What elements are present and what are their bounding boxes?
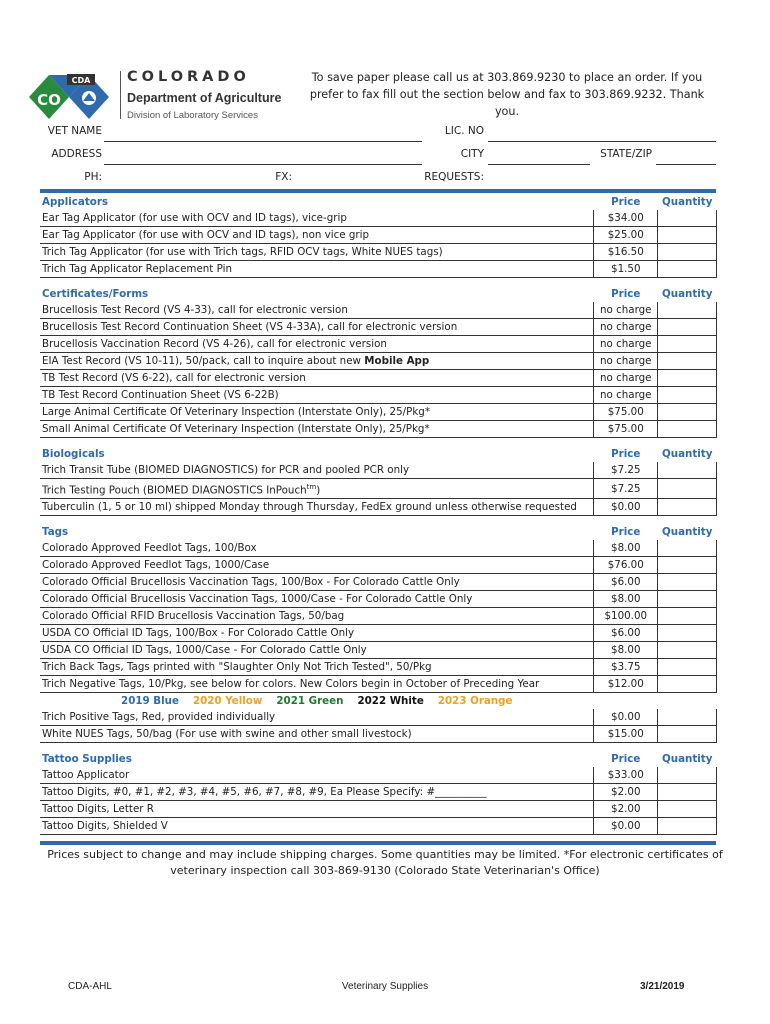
quantity-field[interactable] — [658, 261, 717, 278]
item-description-text: Tuberculin (1, 5 or 10 ml) shipped Monday through Thursday, FedEx ground unless otherwise requested — [42, 501, 577, 514]
quantity-field[interactable] — [658, 726, 717, 743]
item-trademark: tm — [306, 483, 317, 491]
item-description-text: TB Test Record (VS 6-22), call for electronic version — [42, 372, 306, 384]
item-description-text: Tattoo Digits, Letter R — [42, 803, 154, 816]
footer-date: 3/21/2019 — [640, 981, 685, 992]
item-description-end: ) — [316, 484, 321, 497]
cda-logo — [27, 71, 117, 121]
color-label: 2021 Green — [276, 695, 344, 708]
item-price: $34.00 — [594, 210, 658, 227]
item-description-text: USDA CO Official ID Tags, 100/Box - For Colorado Cattle Only — [42, 627, 355, 640]
item-price: $0.00 — [594, 499, 658, 516]
logo-co-text: CO — [37, 91, 61, 109]
item-price: $2.00 — [594, 801, 658, 818]
item-description-text: Brucellosis Vaccination Record (VS 4-26), call for electronic version — [42, 338, 387, 350]
empty-cell — [594, 693, 658, 710]
vet-name-field[interactable] — [104, 141, 422, 142]
item-description — [40, 659, 594, 676]
item-price: $7.25 — [594, 479, 658, 499]
section-header — [40, 516, 717, 541]
item-description-text: Trich Tag Applicator (for use with Trich tags, RFID OCV tags, White NUES tags) — [42, 246, 443, 258]
quantity-field[interactable] — [658, 801, 717, 818]
item-description-text: Large Animal Certificate Of Veterinary Inspection (Interstate Only), 25/Pkg* — [42, 406, 430, 418]
city-field[interactable] — [488, 164, 590, 165]
color-label: 2019 Blue — [121, 695, 179, 708]
org-name: COLORADO — [127, 69, 250, 85]
quantity-column-header: Quantity — [661, 288, 713, 300]
address-field[interactable] — [104, 164, 422, 165]
price-column-header: Price — [611, 753, 641, 766]
item-description — [40, 625, 594, 642]
quantity-field[interactable] — [658, 608, 717, 625]
state-zip-label: STATE/ZIP — [600, 148, 652, 160]
quantity-field[interactable] — [658, 336, 717, 353]
division-name: Division of Laboratory Services — [127, 110, 258, 121]
item-price: $8.00 — [594, 642, 658, 659]
table-row — [40, 818, 717, 835]
item-description — [40, 642, 594, 659]
table-row — [40, 801, 717, 818]
quantity-field[interactable] — [658, 499, 717, 516]
section-header — [40, 193, 717, 210]
table-row — [40, 210, 717, 227]
item-description — [40, 210, 594, 227]
table-row — [40, 540, 717, 557]
item-price: no charge — [594, 302, 658, 319]
item-description-text: Colorado Official RFID Brucellosis Vaccination Tags, 50/bag — [42, 610, 345, 623]
table-row — [40, 726, 717, 743]
item-description — [40, 302, 594, 319]
requests-label: REQUESTS: — [424, 171, 484, 183]
item-description — [40, 726, 594, 743]
quantity-field[interactable] — [658, 421, 717, 438]
fax-label: FX: — [275, 171, 292, 183]
item-description-text: Tattoo Digits, Shielded V — [42, 820, 168, 833]
item-price: no charge — [594, 319, 658, 336]
table-row — [40, 227, 717, 244]
section-title: Applicators — [42, 196, 109, 208]
section-header — [40, 438, 717, 463]
trich-tag-colors-row — [40, 693, 717, 710]
item-description-text: USDA CO Official ID Tags, 1000/Case - For Colorado Cattle Only — [42, 644, 367, 657]
item-price: no charge — [594, 336, 658, 353]
item-price: $75.00 — [594, 404, 658, 421]
item-description — [40, 608, 594, 625]
table-row — [40, 676, 717, 693]
item-price: $6.00 — [594, 625, 658, 642]
footnote: Prices subject to change and may include shipping charges. Some quantities may be limited. *For electronic certificates of veterinary inspection call 303-869-9130 (Colorado State Veterinarian's Office) — [47, 848, 723, 877]
state-zip-field[interactable] — [656, 164, 716, 165]
item-price: $75.00 — [594, 421, 658, 438]
item-price: $8.00 — [594, 591, 658, 608]
quantity-field[interactable] — [658, 319, 717, 336]
item-price: $25.00 — [594, 227, 658, 244]
quantity-field[interactable] — [658, 353, 717, 370]
section-title: Tags — [42, 526, 69, 539]
intro-text: To save paper please call us at 303.869.9230 to place an order. If you prefer to fax fill out the section below and fax to 303.869.9232. Thank you. — [309, 71, 705, 118]
section-title: Certificates/Forms — [42, 288, 149, 300]
item-price: $76.00 — [594, 557, 658, 574]
price-column-header: Price — [611, 288, 641, 300]
item-description-text: Trich Negative Tags, 10/Pkg, see below for colors. New Colors begin in October of Preceding Year — [42, 678, 540, 691]
item-description — [40, 540, 594, 557]
item-description-text: Tattoo Digits, #0, #1, #2, #3, #4, #5, #6, #7, #8, #9, Ea Please Specify: #__________ — [42, 786, 487, 799]
item-price: $15.00 — [594, 726, 658, 743]
quantity-field[interactable] — [658, 302, 717, 319]
table-bottom-rule — [40, 841, 716, 845]
table-row — [40, 709, 717, 726]
item-description — [40, 818, 594, 835]
footer-center: Veterinary Supplies — [341, 981, 429, 992]
item-description-text: Brucellosis Test Record Continuation Sheet (VS 4-33A), call for electronic version — [42, 321, 458, 333]
item-description — [40, 319, 594, 336]
table-row — [40, 479, 717, 499]
quantity-field[interactable] — [658, 659, 717, 676]
quantity-field[interactable] — [658, 676, 717, 693]
quantity-column-header: Quantity — [661, 526, 713, 539]
quantity-field[interactable] — [658, 557, 717, 574]
item-description — [40, 387, 594, 404]
item-description — [40, 784, 594, 801]
item-description-text: Tattoo Applicator — [42, 769, 130, 782]
item-description — [40, 421, 594, 438]
quantity-field[interactable] — [658, 244, 717, 261]
item-price: $2.00 — [594, 784, 658, 801]
item-price: no charge — [594, 387, 658, 404]
item-description — [40, 801, 594, 818]
quantity-field[interactable] — [658, 591, 717, 608]
item-description-text: Trich Back Tags, Tags printed with "Slaughter Only Not Trich Tested", 50/Pkg — [42, 661, 432, 674]
table-row — [40, 591, 717, 608]
item-price: $3.75 — [594, 659, 658, 676]
item-price: $12.00 — [594, 676, 658, 693]
item-description-text: EIA Test Record (VS 10-11), 50/pack, call to inquire about new — [42, 355, 365, 367]
item-description — [40, 336, 594, 353]
table-row — [40, 784, 717, 801]
table-row — [40, 404, 717, 421]
item-description-text: TB Test Record Continuation Sheet (VS 6-22B) — [42, 389, 279, 401]
table-row — [40, 370, 717, 387]
item-description-text: Trich Positive Tags, Red, provided individually — [42, 711, 276, 724]
table-row — [40, 767, 717, 784]
department-name: Department of Agriculture — [127, 91, 282, 105]
item-description-text: White NUES Tags, 50/bag (For use with swine and other small livestock) — [42, 728, 412, 741]
quantity-field[interactable] — [658, 642, 717, 659]
table-row — [40, 261, 717, 278]
item-description — [40, 709, 594, 726]
item-description-text: Ear Tag Applicator (for use with OCV and ID tags), non vice grip — [42, 229, 370, 241]
section-title: Biologicals — [42, 448, 105, 460]
empty-cell — [658, 693, 717, 710]
city-label: CITY — [460, 148, 484, 160]
item-description — [40, 676, 594, 693]
item-description — [40, 353, 594, 370]
item-description-text: Colorado Approved Feedlot Tags, 100/Box — [42, 542, 257, 555]
table-row — [40, 499, 717, 516]
table-row — [40, 244, 717, 261]
logo-cda-text: CDA — [71, 76, 91, 85]
color-label: 2022 White — [357, 695, 424, 708]
quantity-field[interactable] — [658, 370, 717, 387]
quantity-field[interactable] — [658, 625, 717, 642]
item-description — [40, 227, 594, 244]
quantity-field[interactable] — [658, 574, 717, 591]
quantity-field[interactable] — [658, 462, 717, 479]
item-description — [40, 574, 594, 591]
item-description-text: Brucellosis Test Record (VS 4-33), call for electronic version — [42, 304, 348, 316]
item-description-bold: Mobile App — [364, 355, 430, 367]
table-row — [40, 625, 717, 642]
vet-name-label: VET NAME — [47, 125, 102, 137]
lic-no-label: LIC. NO — [444, 125, 484, 137]
item-price: $33.00 — [594, 767, 658, 784]
item-description-text: Ear Tag Applicator (for use with OCV and ID tags), vice-grip — [42, 212, 347, 224]
table-row — [40, 336, 717, 353]
quantity-column-header: Quantity — [661, 196, 713, 208]
header-divider — [120, 71, 121, 119]
section-header — [40, 743, 717, 768]
section-header — [40, 278, 717, 303]
table-row — [40, 421, 717, 438]
table-row — [40, 302, 717, 319]
quantity-column-header: Quantity — [661, 448, 713, 460]
item-description-text: Trich Transit Tube (BIOMED DIAGNOSTICS) for PCR and pooled PCR only — [42, 464, 410, 476]
quantity-field[interactable] — [658, 540, 717, 557]
item-description — [40, 591, 594, 608]
item-description — [40, 557, 594, 574]
item-description-text: Trich Tag Applicator Replacement Pin — [42, 263, 232, 275]
item-description — [40, 479, 594, 499]
item-description — [40, 499, 594, 516]
table-row — [40, 608, 717, 625]
table-row — [40, 462, 717, 479]
item-description — [40, 261, 594, 278]
price-column-header: Price — [611, 526, 641, 539]
address-label: ADDRESS — [51, 148, 102, 160]
table-row — [40, 574, 717, 591]
item-description-text: Colorado Approved Feedlot Tags, 1000/Case — [42, 559, 270, 572]
item-price: no charge — [594, 353, 658, 370]
item-price: $0.00 — [594, 818, 658, 835]
quantity-field[interactable] — [658, 767, 717, 784]
table-row — [40, 353, 717, 370]
quantity-field[interactable] — [658, 227, 717, 244]
table-row — [40, 557, 717, 574]
table-row — [40, 387, 717, 404]
table-row — [40, 659, 717, 676]
item-description-text: Colorado Official Brucellosis Vaccination Tags, 100/Box - For Colorado Cattle Only — [42, 576, 460, 589]
table-row — [40, 319, 717, 336]
item-description — [40, 370, 594, 387]
item-price: $7.25 — [594, 462, 658, 479]
item-price: $16.50 — [594, 244, 658, 261]
quantity-column-header: Quantity — [661, 753, 713, 766]
phone-label: PH: — [84, 171, 102, 183]
lic-no-field[interactable] — [488, 141, 716, 142]
quantity-field[interactable] — [658, 709, 717, 726]
footer-left: CDA-AHL — [68, 981, 112, 992]
item-description-text: Small Animal Certificate Of Veterinary Inspection (Interstate Only), 25/Pkg* — [42, 423, 430, 435]
price-column-header: Price — [611, 448, 641, 460]
quantity-field[interactable] — [658, 784, 717, 801]
price-column-header: Price — [611, 196, 641, 208]
item-description — [40, 244, 594, 261]
item-description-text: Colorado Official Brucellosis Vaccination Tags, 1000/Case - For Colorado Cattle Only — [42, 593, 473, 606]
color-label: 2023 Orange — [437, 695, 513, 708]
quantity-field[interactable] — [658, 210, 717, 227]
quantity-field[interactable] — [658, 479, 717, 499]
section-title: Tattoo Supplies — [42, 753, 132, 766]
item-description — [40, 404, 594, 421]
item-price: $0.00 — [594, 709, 658, 726]
item-description — [40, 462, 594, 479]
table-row — [40, 642, 717, 659]
item-price: $1.50 — [594, 261, 658, 278]
item-description-text: Trich Testing Pouch (BIOMED DIAGNOSTICS InPouch — [42, 484, 307, 497]
item-description — [40, 767, 594, 784]
quantity-field[interactable] — [658, 387, 717, 404]
color-label: 2020 Yellow — [192, 695, 263, 708]
item-price: $8.00 — [594, 540, 658, 557]
item-price: no charge — [594, 370, 658, 387]
order-table — [40, 193, 717, 835]
quantity-field[interactable] — [658, 404, 717, 421]
color-legend — [40, 693, 594, 710]
item-price: $100.00 — [594, 608, 658, 625]
item-price: $6.00 — [594, 574, 658, 591]
quantity-field[interactable] — [658, 818, 717, 835]
